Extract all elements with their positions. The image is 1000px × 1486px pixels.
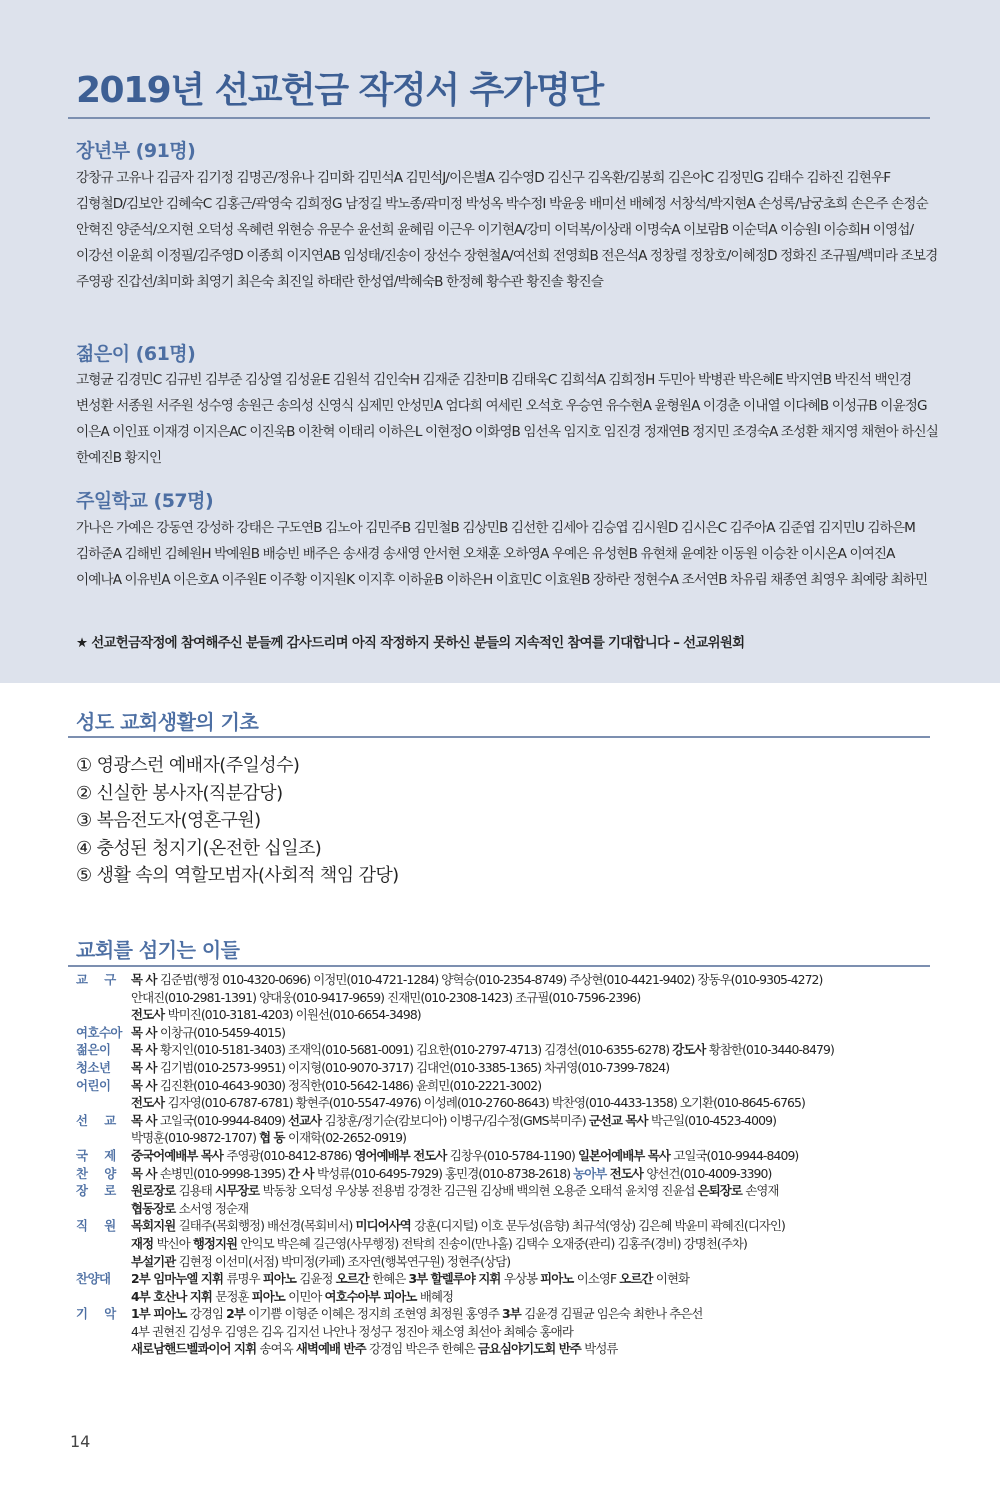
staff-row-text [131,1217,785,1235]
staff-row-text [131,1253,510,1271]
staff-role: 원로장로 [131,1183,179,1199]
staff-role: 간 사 [288,1165,318,1181]
staff-row-label: 청소년 [76,1059,111,1075]
staff-row-label: 직 원 [76,1218,123,1234]
staff-role: 금요심야기도회 반주 [477,1341,585,1357]
staff-names: 김창우(010-5784-1190) [449,1147,578,1163]
staff-row [76,1182,946,1200]
staff-row [76,1340,946,1358]
staff-row [76,1006,946,1024]
staff-role: 재정 [131,1235,157,1251]
section-heading-sunday-school: 주일학교 (57명) [76,490,214,512]
staff-row [76,1217,946,1235]
staff-names: 문정훈 [215,1288,252,1304]
staff-row [76,971,946,989]
staff-names: 박성류 [584,1341,618,1357]
staff-row-text [131,1112,776,1130]
staff-role: 일본어예배부 목사 [577,1147,674,1163]
staff-row-label [76,1094,131,1112]
staff-role: 여호수아부 피아노 [324,1288,420,1304]
staff-names: 안대진(010-2981-1391) 양대웅(010-9417-9659) 진재민(010-2308-1423) 조규필(010-7596-2396) [131,989,641,1005]
staff-row-label [76,1288,131,1306]
staff-row [76,1129,946,1147]
staff-row [76,1253,946,1271]
staff-row [76,989,946,1007]
staff-names: 우상봉 [503,1271,541,1287]
staff-names: 김진환(010-4643-9030) 정직한(010-5642-1486) 윤희민(010-2221-3002) [159,1077,542,1093]
staff-names: 이소영F [576,1271,620,1287]
staff-row-text [131,1165,771,1183]
staff-role: 선교사 [288,1112,325,1128]
title-divider [68,117,930,119]
staff-row-text [131,1129,406,1147]
staff-row [76,1288,946,1306]
staff-role: 새로남핸드벨콰이어 지휘 [131,1341,260,1357]
staff-role: 목 사 [131,1112,160,1128]
staff-role: 목 사 [131,1059,160,1075]
staff-names: 박명훈(010-9872-1707) [131,1130,260,1146]
names-sunday-school: 가나은 가예은 강동연 강성하 강태은 구도연B 김노아 김민주B 김민철B 김상민B 김선한 김세아 김승엽 김시원D 김시은C 김주아A 김준엽 김지민U 김하은M 김하준A 김해빈 김혜원H 박예원B 배승빈 배주은 송새경 송새영 안서현 오채훈 오하영A 우예은 유성현B 유현채 윤예찬 이동원 이승찬 이시온A 이여진A 이예나A 이유빈A 이은호A 이주원E 이주황 이지원K 이지후 이하윤B 이하은H 이효민C 이효원B 장하란 정현수A 조서연B 차유림 채종연 최영우 최예랑 최하민 [76,520,928,588]
basics-item: ① 영광스런 예배자(주일성수) [76,755,300,776]
thanks-note: ★ 선교헌금작정에 참여해주신 분들께 감사드리며 아직 작정하지 못하신 분들의 지속적인 참여를 기대합니다 – 선교위원회 [76,636,745,651]
basics-heading: 성도 교회생활의 기초 [76,710,259,734]
staff-row [76,1077,946,1095]
basics-divider [68,736,930,738]
staff-row [76,1147,946,1165]
staff-row [76,1112,946,1130]
staff-names: 소서영 정순재 [178,1200,249,1216]
staff-row-label [76,1200,131,1218]
staff-row-label: 여호수아 [76,1024,122,1040]
staff-names: 김기범(010-2573-9951) 이지형(010-9070-3717) 김대언(010-3385-1365) 차귀영(010-7399-7824) [159,1059,670,1075]
staff-row-label [76,1129,131,1147]
staff-row-label: 찬양대 [76,1271,111,1287]
staff-row-text [131,1077,541,1095]
staff-row-label [76,1235,131,1253]
staff-names: 이재학(02-2652-0919) [288,1130,407,1146]
staff-role: 전도사 [609,1165,647,1181]
names-youth: 고형균 김경민C 김규빈 김부준 김상열 김성윤E 김원석 김인숙H 김재준 김찬미B 김태욱C 김희석A 김희정H 두민아 박병관 박은혜E 박지연B 박진석 백인경 변성환 서종원 서주원 성수영 송원근 송의성 신영식 심제민 안성민A 엄다희 여세린 오석호 우승연 유수현A 윤형원A 이경춘 이내열 이다혜B 이성규B 이윤정G 이은A 이인표 이재경 이지은AC 이진욱B 이찬혁 이태리 이하은L 이현정O 이화영B 임선옥 임지호 임진경 정재연B 정지민 조경숙A 조성환 채지영 채현아 하신실 한예진B 황지인 [76,372,938,466]
staff-row-text [131,1323,573,1341]
staff-role: 목 사 [131,1077,160,1093]
staff-row-label [76,989,131,1007]
staff-names: 손병민(010-9998-1395) [159,1165,289,1181]
staff-row-text [131,1024,285,1042]
staff-names: 황참한(010-3440-8479) [708,1042,834,1058]
staff-row [76,1200,946,1218]
staff-role: 부설기관 [131,1253,179,1269]
staff-row-text [131,1288,453,1306]
staff-names: 강경임 박은주 한혜은 [369,1341,478,1357]
staff-row [76,1323,946,1341]
staff-role: 3부 [502,1306,525,1322]
staff-row-text [131,1094,805,1112]
basics-item: ② 신실한 봉사자(직분감당) [76,782,283,804]
staff-role: 목 사 [131,972,160,987]
staff-role: 영어예배부 전도사 [354,1147,450,1163]
staff-names: 고일국(010-9944-8409) [673,1147,799,1163]
staff-names: 주영광(010-8412-8786) [226,1147,355,1163]
staff-role: 새벽예배 반주 [295,1341,370,1357]
staff-names: 김용태 [178,1183,215,1199]
staff-names: 배혜정 [419,1288,454,1304]
staff-row-text [131,1147,798,1165]
staff-names: 이민아 [288,1288,325,1304]
staff-names: 박미진(010-3181-4203) 이원선(010-6654-3498) [167,1007,421,1023]
staff-names: 강경임 [189,1306,227,1322]
staff-row-label [76,1006,131,1024]
staff-names: 길태주(목회행정) 배선경(목회비서) [178,1218,356,1234]
staff-names: 박신아 [156,1235,193,1251]
staff-names: 김창훈/정기순(캄보디아) 이병구/김수정(GMS북미주) [324,1112,589,1128]
staff-row-label: 선 교 [76,1112,123,1128]
staff-role: 피아노 [251,1288,289,1304]
staff-divider [68,965,930,967]
staff-row [76,1094,946,1112]
staff-row [76,1270,946,1288]
staff-row-label [76,1340,131,1358]
names-adults: 강창규 고유나 김금자 김기정 김명곤/정유나 김미화 김민석A 김민석J/이은별A 김수영D 김신구 김옥환/김봉희 김은아C 김정민G 김태수 김하진 김현우F 김형철D/김보안 김혜숙C 김홍근/곽영숙 김희정G 남정길 박노종/곽미정 박성옥 박수정I 박윤웅 배미선 배혜정 서창석/박지현A 손성록/남궁초희 손은주 손정순 안혁진 양준석/오지현 오덕성 옥혜련 위현승 유문수 윤선희 윤혜림 이근우 이기현A/강미 이덕복/이상래 이명숙A 이보람B 이순덕A 이승원I 이승희H 이영섭/이강선 이윤희 이정필/김주영D 이종희 이지연AB 임성태/진송이 장선수 장현철A/여선희 전영희B 전은석A 정창렬 정창호/이혜정D 정화진 조규필/백미라 조보경 주영광 진갑선/최미화 최영기 최은숙 최진일 하태란 한성엽/박혜숙B 한정혜 황수관 황진솔 황진슬 [76,170,938,290]
staff-names: 송여옥 [259,1341,296,1357]
staff-names: 이창규(010-5459-4015) [159,1024,286,1040]
staff-heading: 교회를 섬기는 이들 [76,938,240,962]
staff-role: 2부 임마누엘 지휘 [131,1271,227,1287]
staff-names: 김자영(010-6787-6781) 황현주(010-5547-4976) 이성례(010-2760-8643) 박찬영(010-4433-1358) 오기환(010-8645-6765) [167,1095,805,1111]
staff-row [76,1041,946,1059]
staff-row-label: 젊은이 [76,1042,111,1058]
staff-role: 목 사 [131,1024,160,1040]
staff-row-text [131,971,822,989]
staff-role: 목회지원 [131,1218,179,1234]
section-heading-adults: 장년부 (91명) [76,140,196,162]
staff-row-text [131,1305,702,1323]
staff-row-label [76,1323,131,1341]
basics-item: ④ 충성된 청지기(온전한 십일조) [76,837,322,859]
staff-role: 시무장로 [214,1183,263,1199]
staff-role: 오르간 [619,1271,656,1287]
staff-row-text [131,1059,669,1077]
staff-names: 고일국(010-9944-8409) [159,1112,289,1128]
staff-row [76,1165,946,1183]
staff-directory [76,971,946,1358]
staff-role: 강도사 [672,1042,709,1058]
staff-row [76,1059,946,1077]
staff-row-label [76,1253,131,1271]
section-heading-youth: 젊은이 (61명) [76,343,196,365]
staff-role: 협 동 [259,1130,289,1146]
staff-names: 한혜은 [372,1271,409,1287]
staff-names: 박동창 오덕성 우상봉 전용범 강경찬 김근원 김상배 백의현 오용준 오태석 윤치영 진윤섭 [262,1183,698,1199]
staff-role: 전도사 [131,1095,168,1111]
staff-role: 2부 [226,1306,249,1322]
staff-names: 이기쁨 이형준 이혜은 정지희 조현영 최정원 홍영주 [248,1306,503,1322]
staff-names: 류명우 [226,1271,263,1287]
staff-row-label: 찬 양 [76,1165,123,1181]
staff-role: 전도사 [131,1007,168,1023]
staff-names: 김윤정 [299,1271,336,1287]
staff-names: 박성류(010-6495-7929) 홍민경(010-8738-2618) [317,1165,574,1181]
staff-row-text [131,1340,618,1358]
basics-list [76,752,399,890]
staff-role: 3부 할렐루야 지휘 [408,1271,504,1287]
staff-names: 김준범(행정 010-4320-0696) 이정민(010-4721-1284) 양혁승(010-2354-8749) 주상현(010-4421-9402) 장동우(010-9305-4272) [159,972,823,987]
staff-row-label: 국 제 [76,1147,123,1163]
staff-role: 중국어예배부 목사 [131,1147,227,1163]
staff-names: 안익모 박은혜 길근영(사무행정) 전탁희 진송이(만나홀) 김택수 오재중(관리) 김홍주(경비) 강명천(주차) [240,1235,747,1251]
staff-row-text [131,1041,834,1059]
staff-role: 은퇴장로 [697,1183,746,1199]
staff-names: 4부 권현진 김성우 김영은 김옥 김지선 나안나 정성구 정진아 채소영 최선아 최혜승 홍애라 [131,1323,573,1339]
staff-role: 군선교 목사 [588,1112,651,1128]
staff-row-text [131,989,640,1007]
staff-row-text [131,1270,689,1288]
staff-row-label: 어린이 [76,1077,111,1093]
staff-role: 오르간 [335,1271,373,1287]
page-title: 2019년 선교헌금 작정서 추가명단 [76,70,603,111]
staff-role: 목 사 [131,1042,160,1058]
staff-names: 양선건(010-4009-3390) [646,1165,772,1181]
staff-names: 박근일(010-4523-4009) [651,1112,777,1128]
staff-names: 강훈(디지털) 이호 문두성(음향) 최규석(영상) 김은혜 박윤미 곽혜진(디자인) [414,1218,785,1234]
page-number: 14 [70,1432,91,1451]
staff-dept: 농아부 [573,1165,610,1181]
staff-row-text [131,1200,248,1218]
staff-role: 피아노 [262,1271,300,1287]
staff-names: 황지인(010-5181-3403) 조재익(010-5681-0091) 김요한(010-2797-4713) 김경선(010-6355-6278) [159,1042,673,1058]
staff-role: 목 사 [131,1165,160,1181]
staff-row-label: 장 로 [76,1183,123,1199]
donor-list-panel [0,0,1000,683]
staff-role: 협동장로 [131,1200,179,1216]
staff-row-text [131,1006,421,1024]
staff-row [76,1235,946,1253]
staff-role: 1부 피아노 [131,1306,190,1322]
staff-row-label: 교 구 [76,972,123,987]
staff-role: 4부 호산나 지휘 [131,1288,216,1304]
staff-role: 행정지원 [192,1235,241,1251]
staff-row [76,1305,946,1323]
staff-names: 김윤경 김필균 임은숙 최한나 추은선 [524,1306,703,1322]
staff-row-label: 기 악 [76,1306,123,1322]
staff-row [76,1024,946,1042]
staff-names: 김현정 이선미(서점) 박미정(카페) 조자연(행복연구원) 정현주(상담) [178,1253,511,1269]
staff-names: 이현화 [655,1271,690,1287]
staff-row-text [131,1235,747,1253]
staff-names: 손영재 [745,1183,779,1199]
staff-row-text [131,1182,779,1200]
basics-item: ⑤ 생활 속의 역할모범자(사회적 책임 감당) [76,865,399,886]
staff-role: 피아노 [540,1271,577,1287]
basics-item: ③ 복음전도자(영혼구원) [76,810,261,831]
staff-role: 미디어사역 [355,1218,415,1234]
